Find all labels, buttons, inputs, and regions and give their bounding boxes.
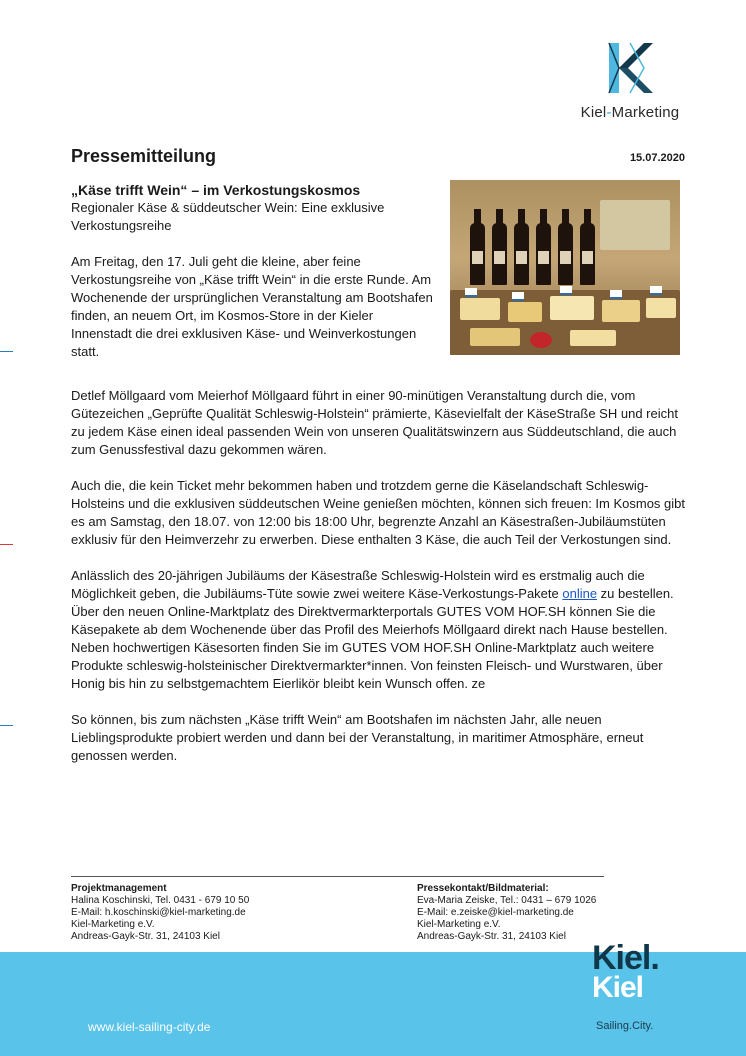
contact-line: Halina Koschinski, Tel. 0431 - 679 10 50 (71, 895, 250, 906)
document-title: Pressemitteilung (71, 146, 217, 166)
contact-address: Andreas-Gayk-Str. 31, 24103 Kiel (71, 931, 220, 942)
cheese-piece (460, 298, 500, 320)
cheese-wine-photo (450, 180, 680, 355)
contact-email: E-Mail: h.koschinski@kiel-marketing.de (71, 907, 246, 918)
wine-bottle (492, 223, 507, 285)
cheese-flag (610, 290, 622, 299)
contact-heading: Pressekontakt/Bildmaterial: (417, 883, 549, 894)
contact-address: Andreas-Gayk-Str. 31, 24103 Kiel (417, 931, 566, 942)
badge-line-1: Kiel. (592, 939, 659, 977)
contact-press (417, 883, 596, 943)
paragraph-5: So können, bis zum nächsten „Käse trifft Wein“ am Bootshafen im nächsten Jahr, alle neuen Lieblingsprodukte probiert werden und dann bei der Veranstaltung, in maritimer Atmosphäre, erneut genossen werden. (71, 712, 644, 763)
release-date: 15.07.2020 (629, 152, 685, 164)
article-intro (71, 181, 436, 361)
contact-line: Kiel-Marketing e.V. (71, 919, 155, 930)
cheese-flag (465, 288, 477, 297)
cheese-flag (560, 286, 572, 295)
contact-line: Eva-Maria Zeiske, Tel.: 0431 – 679 1026 (417, 895, 597, 906)
paragraph-4: Anlässlich des 20-jährigen Jubiläums der Käsestraße Schleswig-Holstein wird es erstmalig auch die Möglichkeit geben, die Jubiläums-Tüte sowie zwei weitere Käse-Verkostungs-Pakete online zu bestellen. Über den neuen Online-Marktplatz des Direktvermarkterportals GUTES VOM HOF.SH können Sie die Käsepakete ab dem Wochenende über das Profil des Meierhofs Möllgaard direkt nach Hause bestellen. Neben hochwertigen Käsesorten finden Sie im GUTES VOM HOF.SH Online-Marktplatz auch weitere Produkte schleswig-holsteinischer Direktvermarkter*innen. Von feinsten Fleisch- und Wurstwaren, über Honig bis hin zu selbstgemachtem Eierlikör bleibt kein Wunsch offen. ze (71, 568, 674, 691)
divider-line (71, 876, 604, 877)
footer-tagline: Sailing.City. (596, 1020, 654, 1032)
cheese-flag (650, 286, 662, 295)
cheese-piece (550, 296, 594, 320)
kiel-k-logo-icon (606, 40, 654, 96)
margin-mark (0, 544, 13, 545)
wine-bottle (580, 223, 595, 285)
cheese-wheel (600, 200, 670, 250)
contact-heading: Projektmanagement (71, 883, 167, 894)
online-link[interactable]: online (562, 586, 598, 601)
cheese-piece (646, 298, 676, 318)
footer-url[interactable]: www.kiel-sailing-city.de (88, 1020, 211, 1034)
margin-mark (0, 351, 13, 352)
cheese-piece (602, 300, 640, 322)
wine-bottle (536, 223, 551, 285)
contact-email: E-Mail: e.zeiske@kiel-marketing.de (417, 907, 574, 918)
kiel-marketing-logo (560, 40, 700, 121)
wine-bottle (514, 223, 529, 285)
paragraph-1: Am Freitag, den 17. Juli geht die kleine, aber feine Verkostungsreihe von „Käse trifft Wein“ in die erste Runde. Am Wochenende der ursprünglichen Veranstaltung am Bootshafen finden, an neuem Ort, im Kosmos-Store in der Kieler Innenstadt die drei exklusiven Käse- und Weinverkostungen statt. (71, 254, 433, 359)
article-subhead: Regionaler Käse & süddeutscher Wein: Eine exklusive Verkostungsreihe (71, 200, 385, 233)
brand-name: Kiel-Marketing (580, 104, 680, 121)
wine-bottle (558, 223, 573, 285)
kiel-sailing-city-logo (592, 939, 684, 1004)
contact-line: Kiel-Marketing e.V. (417, 919, 501, 930)
cheese-flag (512, 292, 524, 301)
cheese-piece (570, 330, 616, 346)
paragraph-2: Detlef Möllgaard vom Meierhof Möllgaard führt in einer 90-minütigen Veranstaltung durch die, vom Gütezeichen „Geprüfte Qualität Schleswig-Holstein“ prämierte, Käsevielfalt der KäseStraße SH und reicht zu jedem Käse einen ideal passenden Wein von unseren Qualitätswinzern aus Süddeutschland, die auch zum Genussfestival dazu gekommen wären. (71, 388, 678, 457)
cheese-piece (470, 328, 520, 346)
cheese-piece (508, 302, 542, 322)
wine-bottle (470, 223, 485, 285)
red-garnish (530, 332, 552, 348)
paragraph-3: Auch die, die kein Ticket mehr bekommen haben und trotzdem gerne die Käselandschaft Schleswig-Holsteins und die exklusiven süddeutschen Weine genießen möchten, können sich freuen: Im Kosmos gibt es am Samstag, den 18.07. von 12:00 bis 18:00 Uhr, begrenzte Anzahl an Käsestraßen-Jubiläumstüten exklusiv für den Heimverzehr zu erwerben. Diese enthalten 3 Käse, die auch Teil der Verkostungen sind. (71, 478, 686, 547)
contact-project-management (71, 883, 249, 943)
article-headline: „Käse trifft Wein“ – im Verkostungskosmos (71, 182, 361, 198)
badge-line-2: Kiel (592, 971, 644, 1004)
article-body (71, 387, 691, 783)
margin-mark (0, 725, 13, 726)
